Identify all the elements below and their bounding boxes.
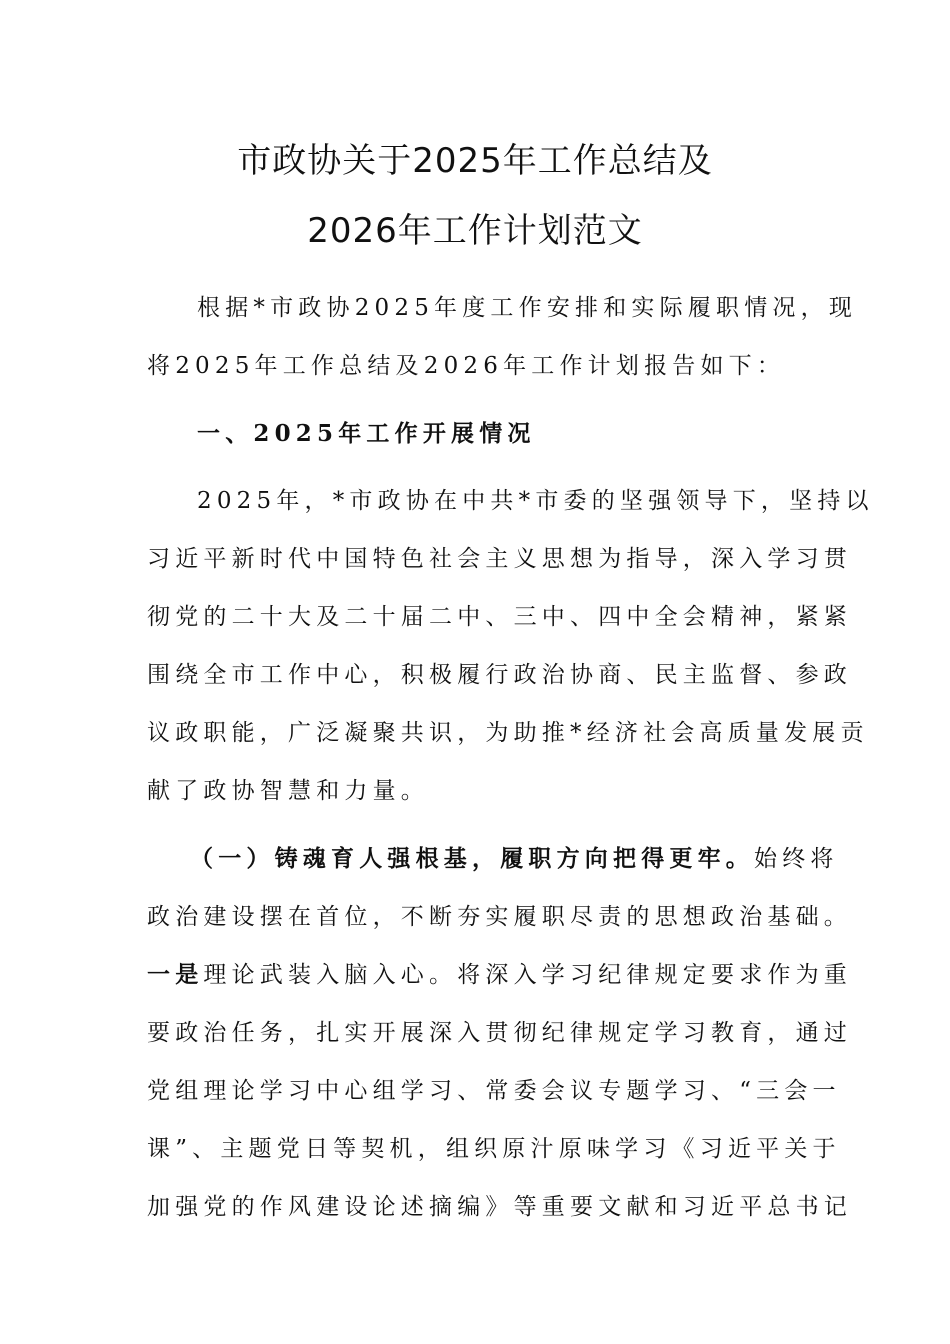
intro-line: 根据*市政协2025年度工作安排和实际履职情况，现 [197,295,858,321]
intro-line: 将2025年工作总结及2026年工作计划报告如下： [147,353,786,379]
paragraph-line [147,960,853,990]
paragraph-line: 要政治任务，扎实开展深入贯彻纪律规定学习教育，通过 [147,1020,852,1046]
paragraph-line: 2025年，*市政协在中共*市委的坚强领导下，坚持以 [197,488,874,514]
paragraph-line [190,844,839,874]
paragraph-text: 理论武装入脑入心。将深入学习纪律规定要求作为重 [203,962,853,988]
paragraph-text: 始终将 [754,846,839,872]
paragraph-line: 献了政协智慧和力量。 [147,778,429,804]
paragraph-line: 政治建设摆在首位，不断夯实履职尽责的思想政治基础。 [147,904,852,930]
paragraph-line: 彻党的二十大及二十届二中、三中、四中全会精神，紧紧 [147,604,852,630]
subsection-lead: （一）铸魂育人强根基，履职方向把得更牢。 [190,845,754,872]
document-title-line1: 市政协关于2025年工作总结及 [237,141,713,181]
paragraph-line: 党组理论学习中心组学习、常委会议专题学习、“三会一 [147,1078,841,1104]
paragraph-line: 围绕全市工作中心，积极履行政治协商、民主监督、参政 [147,662,852,688]
paragraph-line: 加强党的作风建设论述摘编》等重要文献和习近平总书记 [147,1194,852,1220]
item-lead: 一是 [147,961,204,988]
document-title-line2: 2026年工作计划范文 [307,211,643,251]
paragraph-line: 习近平新时代中国特色社会主义思想为指导，深入学习贯 [147,546,852,572]
paragraph-line: 议政职能，广泛凝聚共识，为助推*经济社会高质量发展贡 [147,720,869,746]
section-heading: 一、2025年工作开展情况 [197,420,536,447]
paragraph-line: 课”、主题党日等契机，组织原汁原味学习《习近平关于 [147,1136,841,1162]
